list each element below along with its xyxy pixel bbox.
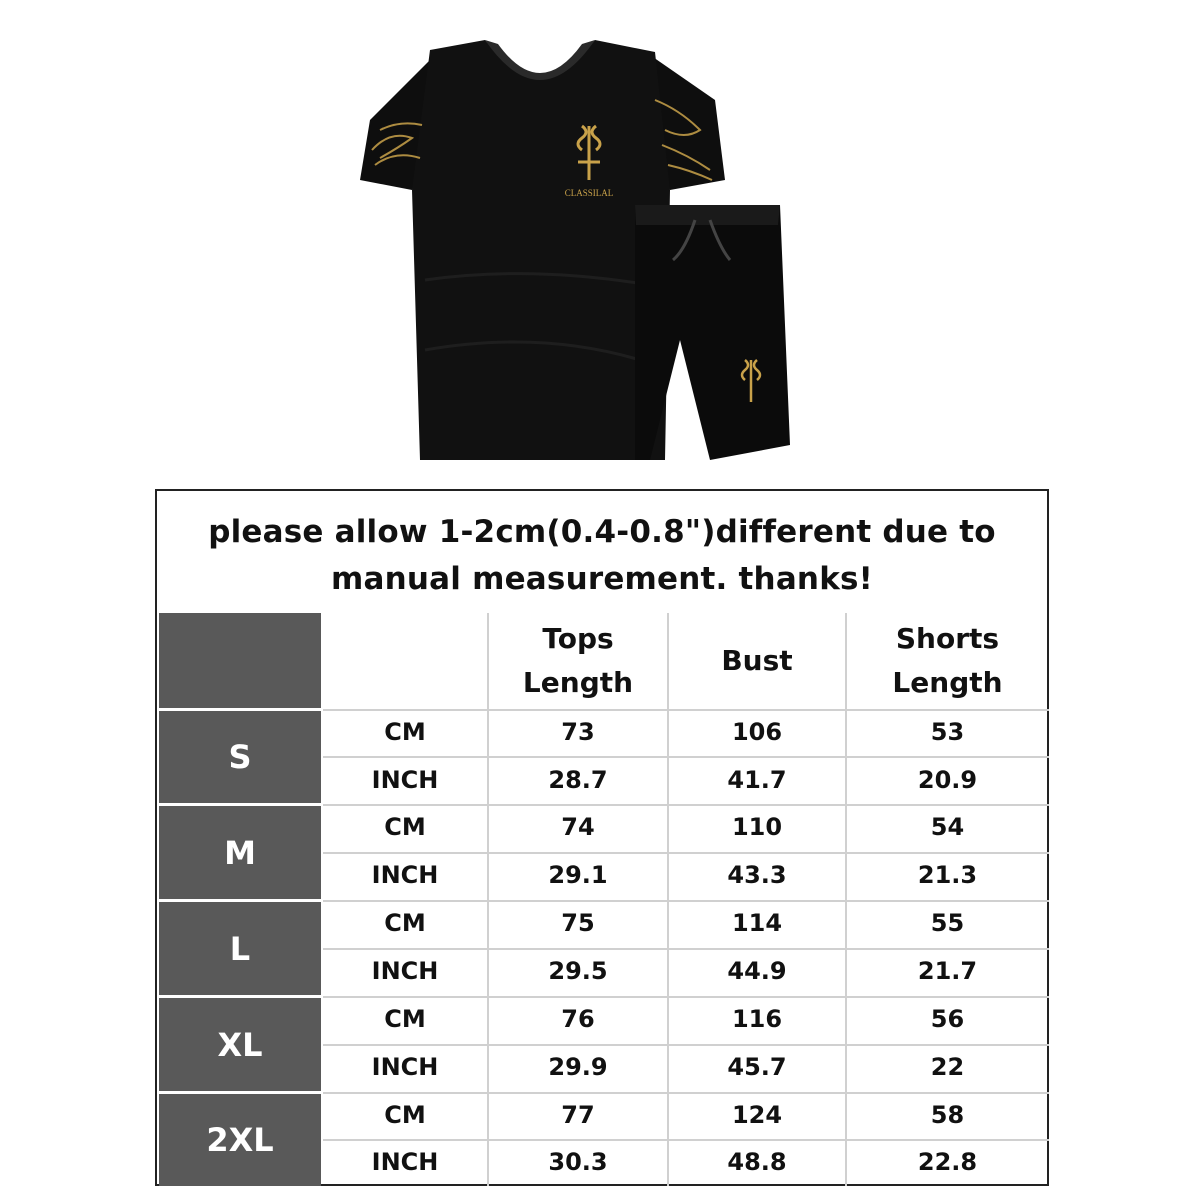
- tops-length-cell: 29.5: [548, 957, 608, 985]
- bust-cell: 110: [731, 813, 783, 841]
- shorts-length-cell: 55: [930, 909, 965, 937]
- unit-cell: CM: [384, 1101, 426, 1129]
- table-row: [323, 948, 1049, 995]
- bust-cell: 114: [731, 909, 783, 937]
- unit-cell: INCH: [371, 766, 439, 794]
- shorts-length-cell: 22.8: [917, 1148, 978, 1176]
- unit-cell: CM: [384, 909, 426, 937]
- table-row: [323, 996, 1049, 1043]
- tops-length-cell: 76: [561, 1005, 595, 1033]
- chest-logo-text: CLASSILAL: [564, 188, 614, 198]
- unit-cell: INCH: [371, 1053, 439, 1081]
- unit-cell: INCH: [371, 957, 439, 985]
- tops-length-cell: 29.1: [548, 861, 608, 889]
- table-row: [323, 1139, 1049, 1186]
- note-line-1: please allow 1-2cm(0.4-0.8")different due to: [208, 514, 996, 550]
- bust-cell: 48.8: [727, 1148, 787, 1176]
- size-label: M: [159, 806, 321, 899]
- bust-cell: 45.7: [727, 1053, 787, 1081]
- shorts: [635, 205, 790, 460]
- unit-cell: CM: [384, 813, 426, 841]
- tops-length-cell: 75: [561, 909, 595, 937]
- size-label: S: [159, 711, 321, 803]
- table-row: [323, 1092, 1049, 1139]
- shorts-length-cell: 56: [930, 1005, 965, 1033]
- bust-cell: 106: [731, 718, 783, 746]
- bust-cell: 43.3: [727, 861, 787, 889]
- tops-length-cell: 29.9: [548, 1053, 608, 1081]
- bust-cell: 41.7: [727, 766, 787, 794]
- bust-cell: 44.9: [727, 957, 787, 985]
- tops-length-cell: 77: [561, 1101, 595, 1129]
- table-row: [323, 900, 1049, 947]
- shorts-length-cell: 20.9: [917, 766, 978, 794]
- tops-length-cell: 73: [561, 718, 595, 746]
- tops-length-cell: 74: [561, 813, 595, 841]
- shorts-length-cell: 58: [930, 1101, 965, 1129]
- header-corner-cell: [159, 613, 321, 708]
- product-photo: [350, 30, 790, 470]
- size-label: L: [159, 902, 321, 995]
- tops-length-cell: 28.7: [548, 766, 608, 794]
- unit-cell: CM: [384, 1005, 426, 1033]
- table-row: [323, 804, 1049, 851]
- header-shorts-length: Shorts Length: [892, 621, 1003, 699]
- shorts-length-cell: 21.3: [917, 861, 978, 889]
- size-chart: [155, 489, 1049, 1186]
- table-row: [323, 1044, 1049, 1091]
- unit-cell: INCH: [371, 1148, 439, 1176]
- shorts-length-cell: 53: [930, 718, 965, 746]
- measurement-note: [157, 509, 1047, 603]
- shorts-length-cell: 22: [930, 1053, 965, 1081]
- bust-cell: 116: [731, 1005, 783, 1033]
- unit-cell: CM: [384, 718, 426, 746]
- tops-length-cell: 30.3: [548, 1148, 608, 1176]
- table-row: [323, 852, 1049, 899]
- note-line-2: manual measurement. thanks!: [330, 561, 874, 597]
- header-unit: [323, 613, 488, 708]
- unit-cell: INCH: [371, 861, 439, 889]
- shorts-length-cell: 21.7: [917, 957, 978, 985]
- bust-cell: 124: [731, 1101, 783, 1129]
- shorts-length-cell: 54: [930, 813, 965, 841]
- table-row: [323, 709, 1049, 756]
- size-label: 2XL: [159, 1094, 321, 1186]
- size-label: XL: [159, 998, 321, 1091]
- table-row: [323, 757, 1049, 804]
- header-tops-length: Tops Length: [522, 621, 634, 699]
- header-bust: Bust: [721, 643, 793, 677]
